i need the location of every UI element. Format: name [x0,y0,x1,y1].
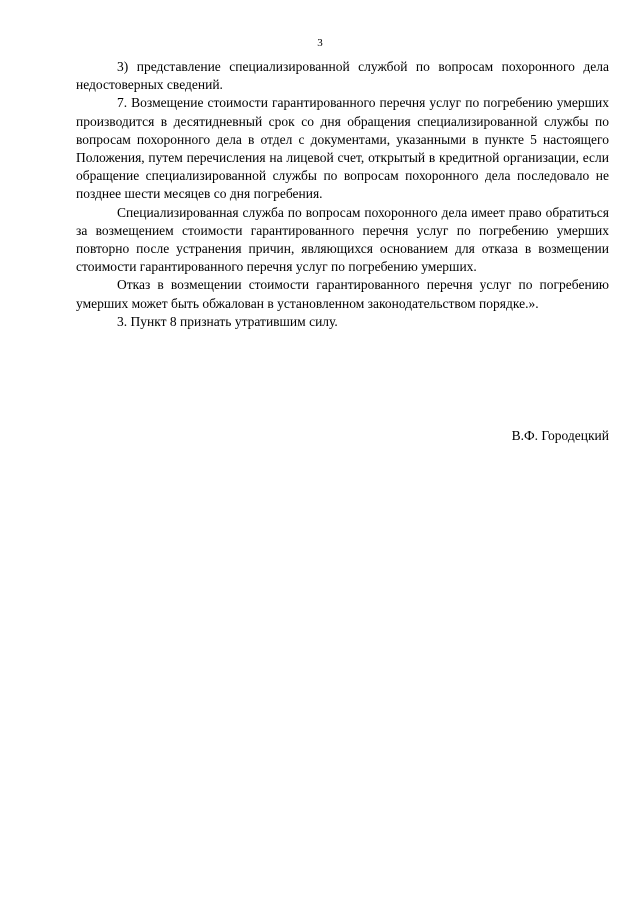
paragraph-refusal-appeal: Отказ в возмещении стоимости гарантированного перечня услуг по погребению умерших может быть обжалован в установленном законодательством порядке.». [76,277,609,311]
paragraph-right-to-repeat-claim: Специализированная служба по вопросам похоронного дела имеет право обратиться за возмещением стоимости гарантированного перечня услуг по погребению умерших повторно после устранения причин, являющихся основанием для отказа в возмещении стоимости гарантированного перечня услуг по погребению умерших. [76,204,609,275]
paragraph-item-7: 7. Возмещение стоимости гарантированного перечня услуг по погребению умерших производится в десятидневный срок со дня обращения специализированной службы по вопросам похоронного дела в отдел с документами, указанными в пункте 5 настоящего Положения, путем перечисления на лицевой счет, открытый в кредитной организации, если обращение специализированной службы по вопросам похоронного дела последовало не позднее шести месяцев со дня погребения. [76,95,609,202]
paragraph-item-3-repeal: 3. Пункт 8 признать утратившим силу. [117,313,338,329]
paragraph-subitem-3: 3) представление специализированной службой по вопросам похоронного дела недостоверных сведений. [76,59,609,93]
page-number: 3 [317,37,323,49]
signature-name: В.Ф. Городецкий [511,428,609,443]
document-body [76,58,609,331]
